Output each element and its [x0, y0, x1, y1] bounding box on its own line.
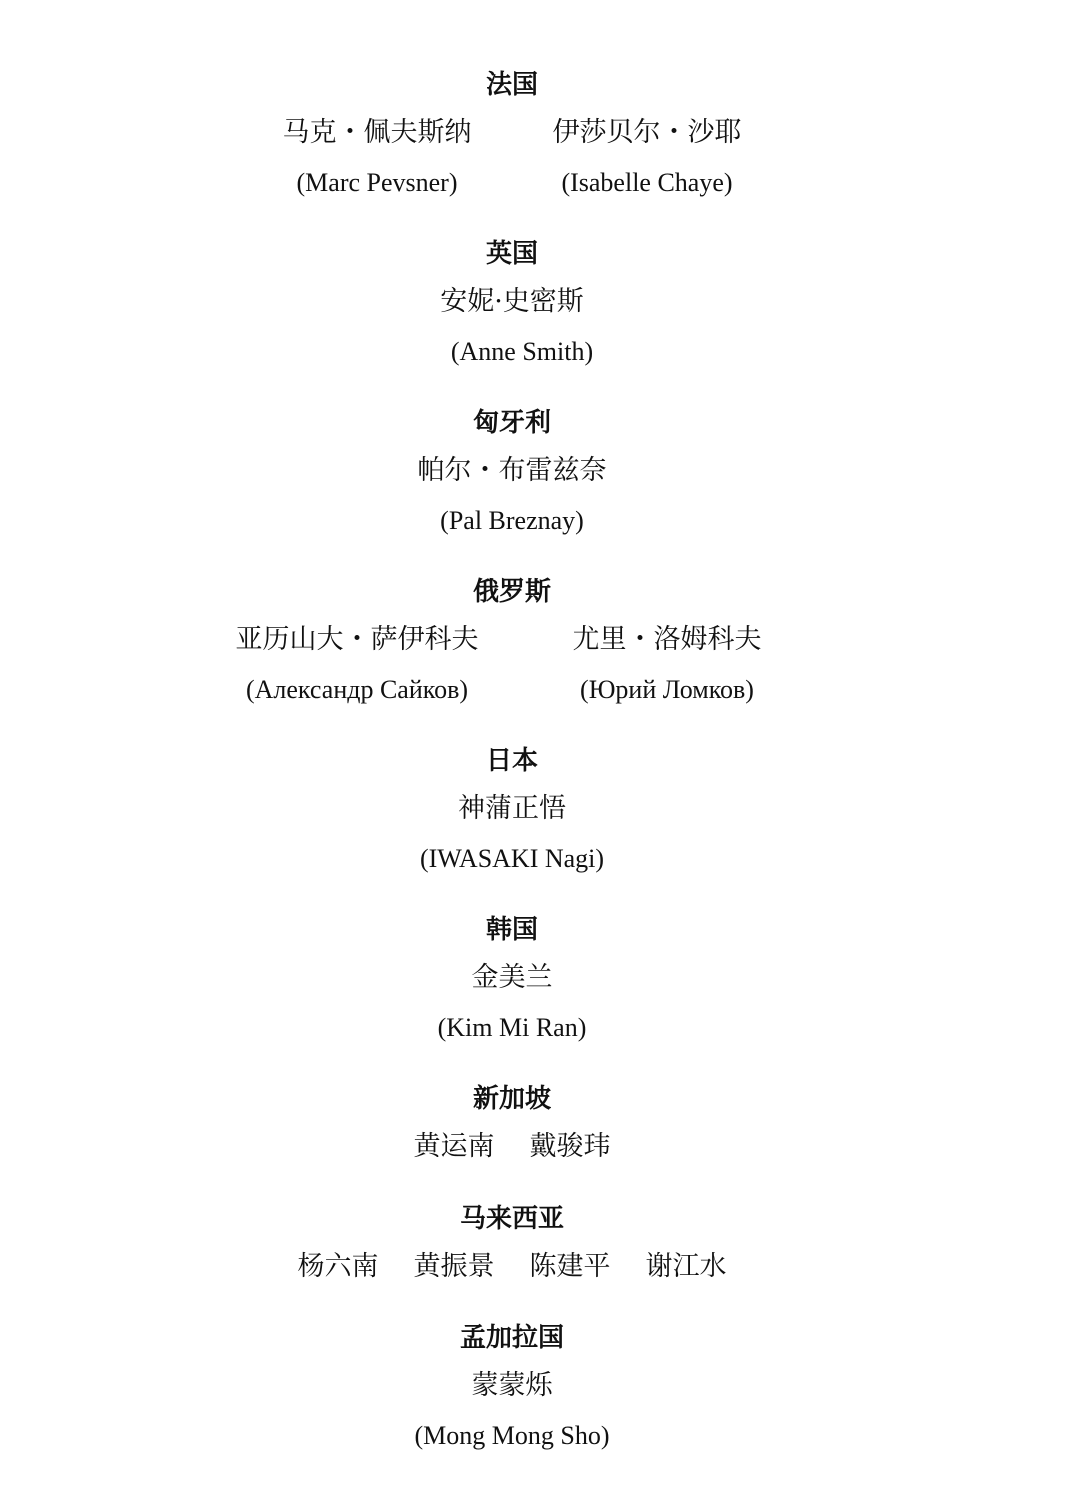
person-name-cn: 谢江水 [645, 1251, 727, 1282]
person-name-cn: 蒙蒙烁 [471, 1370, 553, 1401]
country-heading-japan: 日本 [485, 746, 538, 776]
person-name-cn: 陈建平 [529, 1251, 611, 1282]
person-name-latin: (IWASAKI Nagi) [419, 844, 605, 873]
country-heading-bangladesh: 孟加拉国 [459, 1323, 564, 1353]
person-name-latin: (Isabelle Chaye) [561, 168, 733, 197]
country-heading-russia: 俄罗斯 [472, 577, 551, 607]
person-name-cn: 戴骏玮 [529, 1131, 611, 1162]
country-heading-uk: 英国 [485, 239, 538, 269]
person-name-cn: 亚历山大・萨伊科夫 [235, 624, 479, 655]
person-name-latin: (Александр Сайков) [245, 675, 468, 704]
person-name-latin: (Marc Pevsner) [296, 168, 458, 197]
person-name-cn: 神蒲正悟 [458, 793, 566, 824]
person-name-latin: (Pal Breznay) [440, 506, 584, 535]
person-name-latin: (Anne Smith) [450, 337, 594, 366]
person-name-cn: 伊莎贝尔・沙耶 [552, 117, 742, 148]
person-name-cn: 尤里・洛姆科夫 [572, 624, 762, 655]
person-name-cn: 杨六南 [297, 1251, 379, 1282]
person-name-cn: 安妮·史密斯 [440, 286, 584, 317]
person-name-cn: 黄运南 [413, 1131, 495, 1162]
person-name-cn: 金美兰 [471, 962, 553, 993]
person-name-cn: 黄振景 [413, 1251, 495, 1282]
person-name-latin: (Kim Mi Ran) [437, 1013, 587, 1042]
country-heading-france: 法国 [485, 70, 538, 100]
person-name-latin: (Юрий Ломков) [580, 675, 754, 704]
person-name-cn: 马克・佩夫斯纳 [282, 117, 472, 148]
country-heading-singapore: 新加坡 [472, 1084, 551, 1114]
person-name-cn: 帕尔・布雷兹奈 [417, 455, 607, 486]
country-heading-hungary: 匈牙利 [472, 408, 551, 438]
country-heading-korea: 韩国 [485, 915, 538, 945]
country-heading-malaysia: 马来西亚 [459, 1204, 564, 1234]
person-name-latin: (Mong Mong Sho) [414, 1421, 610, 1450]
